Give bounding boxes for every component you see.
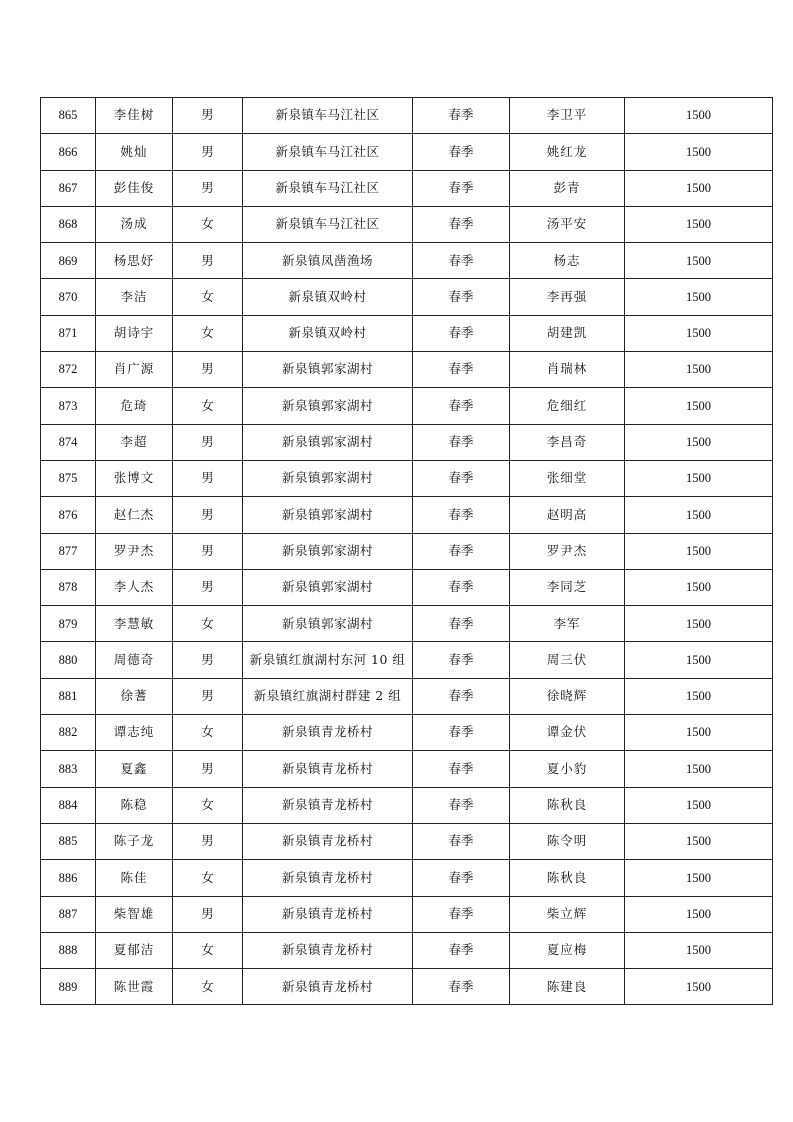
student-name-cell: 李超 — [96, 424, 173, 460]
amount-cell: 1500 — [625, 533, 773, 569]
student-name-cell: 夏郁洁 — [96, 932, 173, 968]
address-cell: 新泉镇郭家湖村 — [243, 352, 413, 388]
gender-cell: 男 — [173, 896, 243, 932]
gender-cell: 男 — [173, 98, 243, 134]
serial-number-cell: 872 — [41, 352, 96, 388]
student-name-cell: 李慧敏 — [96, 606, 173, 642]
guardian-name-cell: 胡建凯 — [510, 315, 625, 351]
address-cell: 新泉镇郭家湖村 — [243, 460, 413, 496]
guardian-name-cell: 姚红龙 — [510, 134, 625, 170]
amount-cell: 1500 — [625, 751, 773, 787]
student-name-cell: 陈子龙 — [96, 823, 173, 859]
guardian-name-cell: 罗尹杰 — [510, 533, 625, 569]
amount-cell: 1500 — [625, 460, 773, 496]
season-cell: 春季 — [413, 279, 510, 315]
student-name-cell: 彭佳俊 — [96, 170, 173, 206]
table-row — [41, 206, 773, 242]
guardian-name-cell: 陈秋良 — [510, 787, 625, 823]
serial-number-cell: 867 — [41, 170, 96, 206]
gender-cell: 男 — [173, 352, 243, 388]
guardian-name-cell: 谭金伏 — [510, 715, 625, 751]
table-row — [41, 860, 773, 896]
season-cell: 春季 — [413, 170, 510, 206]
gender-cell: 女 — [173, 860, 243, 896]
address-cell: 新泉镇青龙桥村 — [243, 751, 413, 787]
address-cell: 新泉镇郭家湖村 — [243, 533, 413, 569]
guardian-name-cell: 徐晓辉 — [510, 678, 625, 714]
table-row — [41, 497, 773, 533]
address-cell: 新泉镇郭家湖村 — [243, 606, 413, 642]
gender-cell: 女 — [173, 715, 243, 751]
gender-cell: 女 — [173, 206, 243, 242]
serial-number-cell: 882 — [41, 715, 96, 751]
season-cell: 春季 — [413, 715, 510, 751]
address-cell: 新泉镇郭家湖村 — [243, 497, 413, 533]
serial-number-cell: 881 — [41, 678, 96, 714]
address-cell: 新泉镇郭家湖村 — [243, 388, 413, 424]
address-cell: 新泉镇凤凿渔场 — [243, 243, 413, 279]
season-cell: 春季 — [413, 606, 510, 642]
amount-cell: 1500 — [625, 98, 773, 134]
student-name-cell: 陈世霞 — [96, 969, 173, 1005]
gender-cell: 男 — [173, 424, 243, 460]
address-cell: 新泉镇双岭村 — [243, 279, 413, 315]
table-row — [41, 751, 773, 787]
serial-number-cell: 876 — [41, 497, 96, 533]
table-row — [41, 460, 773, 496]
address-cell: 新泉镇青龙桥村 — [243, 896, 413, 932]
table-row — [41, 352, 773, 388]
guardian-name-cell: 汤平安 — [510, 206, 625, 242]
student-name-cell: 李人杰 — [96, 569, 173, 605]
address-cell: 新泉镇郭家湖村 — [243, 569, 413, 605]
roster-body — [41, 98, 773, 1005]
season-cell: 春季 — [413, 497, 510, 533]
season-cell: 春季 — [413, 751, 510, 787]
serial-number-cell: 889 — [41, 969, 96, 1005]
serial-number-cell: 883 — [41, 751, 96, 787]
gender-cell: 女 — [173, 315, 243, 351]
guardian-name-cell: 李昌奇 — [510, 424, 625, 460]
amount-cell: 1500 — [625, 424, 773, 460]
address-cell: 新泉镇双岭村 — [243, 315, 413, 351]
address-cell: 新泉镇车马江社区 — [243, 170, 413, 206]
season-cell: 春季 — [413, 642, 510, 678]
serial-number-cell: 870 — [41, 279, 96, 315]
table-row — [41, 315, 773, 351]
table-row — [41, 134, 773, 170]
season-cell: 春季 — [413, 243, 510, 279]
table-row — [41, 533, 773, 569]
table-row — [41, 170, 773, 206]
amount-cell: 1500 — [625, 932, 773, 968]
amount-cell: 1500 — [625, 315, 773, 351]
guardian-name-cell: 杨志 — [510, 243, 625, 279]
address-cell: 新泉镇青龙桥村 — [243, 715, 413, 751]
address-cell: 新泉镇青龙桥村 — [243, 969, 413, 1005]
guardian-name-cell: 陈令明 — [510, 823, 625, 859]
student-name-cell: 罗尹杰 — [96, 533, 173, 569]
address-cell: 新泉镇青龙桥村 — [243, 932, 413, 968]
table-row — [41, 932, 773, 968]
address-cell: 新泉镇红旗湖村群建 2 组 — [243, 678, 413, 714]
gender-cell: 男 — [173, 497, 243, 533]
serial-number-cell: 877 — [41, 533, 96, 569]
serial-number-cell: 880 — [41, 642, 96, 678]
gender-cell: 女 — [173, 606, 243, 642]
amount-cell: 1500 — [625, 243, 773, 279]
student-name-cell: 胡诗宇 — [96, 315, 173, 351]
season-cell: 春季 — [413, 569, 510, 605]
roster-table — [40, 97, 773, 1005]
gender-cell: 女 — [173, 969, 243, 1005]
serial-number-cell: 886 — [41, 860, 96, 896]
guardian-name-cell: 夏应梅 — [510, 932, 625, 968]
serial-number-cell: 888 — [41, 932, 96, 968]
guardian-name-cell: 赵明高 — [510, 497, 625, 533]
gender-cell: 男 — [173, 569, 243, 605]
address-cell: 新泉镇红旗湖村东河 10 组 — [243, 642, 413, 678]
amount-cell: 1500 — [625, 642, 773, 678]
season-cell: 春季 — [413, 787, 510, 823]
serial-number-cell: 873 — [41, 388, 96, 424]
gender-cell: 男 — [173, 678, 243, 714]
table-row — [41, 98, 773, 134]
gender-cell: 男 — [173, 460, 243, 496]
season-cell: 春季 — [413, 533, 510, 569]
table-row — [41, 896, 773, 932]
gender-cell: 男 — [173, 642, 243, 678]
address-cell: 新泉镇车马江社区 — [243, 134, 413, 170]
student-name-cell: 姚灿 — [96, 134, 173, 170]
table-row — [41, 424, 773, 460]
address-cell: 新泉镇青龙桥村 — [243, 787, 413, 823]
amount-cell: 1500 — [625, 352, 773, 388]
table-row — [41, 969, 773, 1005]
serial-number-cell: 884 — [41, 787, 96, 823]
serial-number-cell: 875 — [41, 460, 96, 496]
season-cell: 春季 — [413, 352, 510, 388]
season-cell: 春季 — [413, 860, 510, 896]
student-name-cell: 李佳树 — [96, 98, 173, 134]
gender-cell: 女 — [173, 388, 243, 424]
student-name-cell: 徐蓍 — [96, 678, 173, 714]
season-cell: 春季 — [413, 678, 510, 714]
season-cell: 春季 — [413, 98, 510, 134]
guardian-name-cell: 陈建良 — [510, 969, 625, 1005]
amount-cell: 1500 — [625, 388, 773, 424]
season-cell: 春季 — [413, 460, 510, 496]
gender-cell: 女 — [173, 279, 243, 315]
gender-cell: 男 — [173, 134, 243, 170]
gender-cell: 男 — [173, 243, 243, 279]
address-cell: 新泉镇车马江社区 — [243, 206, 413, 242]
serial-number-cell: 885 — [41, 823, 96, 859]
season-cell: 春季 — [413, 424, 510, 460]
guardian-name-cell: 周三伏 — [510, 642, 625, 678]
serial-number-cell: 887 — [41, 896, 96, 932]
student-name-cell: 陈佳 — [96, 860, 173, 896]
guardian-name-cell: 陈秋良 — [510, 860, 625, 896]
table-row — [41, 569, 773, 605]
season-cell: 春季 — [413, 315, 510, 351]
student-name-cell: 夏鑫 — [96, 751, 173, 787]
guardian-name-cell: 李卫平 — [510, 98, 625, 134]
student-name-cell: 肖广源 — [96, 352, 173, 388]
table-row — [41, 388, 773, 424]
guardian-name-cell: 肖瑞林 — [510, 352, 625, 388]
guardian-name-cell: 彭青 — [510, 170, 625, 206]
student-name-cell: 谭志纯 — [96, 715, 173, 751]
student-name-cell: 赵仁杰 — [96, 497, 173, 533]
address-cell: 新泉镇青龙桥村 — [243, 823, 413, 859]
gender-cell: 男 — [173, 170, 243, 206]
serial-number-cell: 871 — [41, 315, 96, 351]
address-cell: 新泉镇青龙桥村 — [243, 860, 413, 896]
gender-cell: 女 — [173, 932, 243, 968]
table-row — [41, 642, 773, 678]
season-cell: 春季 — [413, 932, 510, 968]
amount-cell: 1500 — [625, 823, 773, 859]
season-cell: 春季 — [413, 896, 510, 932]
season-cell: 春季 — [413, 969, 510, 1005]
serial-number-cell: 874 — [41, 424, 96, 460]
guardian-name-cell: 李军 — [510, 606, 625, 642]
amount-cell: 1500 — [625, 170, 773, 206]
amount-cell: 1500 — [625, 678, 773, 714]
table-row — [41, 606, 773, 642]
table-row — [41, 678, 773, 714]
amount-cell: 1500 — [625, 969, 773, 1005]
season-cell: 春季 — [413, 388, 510, 424]
address-cell: 新泉镇车马江社区 — [243, 98, 413, 134]
season-cell: 春季 — [413, 134, 510, 170]
guardian-name-cell: 危细红 — [510, 388, 625, 424]
serial-number-cell: 879 — [41, 606, 96, 642]
amount-cell: 1500 — [625, 860, 773, 896]
table-row — [41, 823, 773, 859]
amount-cell: 1500 — [625, 715, 773, 751]
gender-cell: 男 — [173, 751, 243, 787]
serial-number-cell: 869 — [41, 243, 96, 279]
gender-cell: 男 — [173, 533, 243, 569]
season-cell: 春季 — [413, 823, 510, 859]
guardian-name-cell: 柴立辉 — [510, 896, 625, 932]
student-name-cell: 柴智雄 — [96, 896, 173, 932]
table-row — [41, 279, 773, 315]
student-name-cell: 李洁 — [96, 279, 173, 315]
student-name-cell: 张博文 — [96, 460, 173, 496]
season-cell: 春季 — [413, 206, 510, 242]
guardian-name-cell: 张细堂 — [510, 460, 625, 496]
amount-cell: 1500 — [625, 896, 773, 932]
serial-number-cell: 866 — [41, 134, 96, 170]
gender-cell: 女 — [173, 787, 243, 823]
amount-cell: 1500 — [625, 497, 773, 533]
amount-cell: 1500 — [625, 787, 773, 823]
student-name-cell: 危琦 — [96, 388, 173, 424]
student-name-cell: 汤成 — [96, 206, 173, 242]
guardian-name-cell: 李再强 — [510, 279, 625, 315]
amount-cell: 1500 — [625, 569, 773, 605]
gender-cell: 男 — [173, 823, 243, 859]
guardian-name-cell: 李同芝 — [510, 569, 625, 605]
guardian-name-cell: 夏小豹 — [510, 751, 625, 787]
amount-cell: 1500 — [625, 279, 773, 315]
address-cell: 新泉镇郭家湖村 — [243, 424, 413, 460]
serial-number-cell: 868 — [41, 206, 96, 242]
table-row — [41, 787, 773, 823]
student-name-cell: 杨思妤 — [96, 243, 173, 279]
student-name-cell: 周德奇 — [96, 642, 173, 678]
amount-cell: 1500 — [625, 134, 773, 170]
serial-number-cell: 878 — [41, 569, 96, 605]
student-name-cell: 陈稳 — [96, 787, 173, 823]
serial-number-cell: 865 — [41, 98, 96, 134]
amount-cell: 1500 — [625, 606, 773, 642]
amount-cell: 1500 — [625, 206, 773, 242]
table-row — [41, 243, 773, 279]
table-row — [41, 715, 773, 751]
